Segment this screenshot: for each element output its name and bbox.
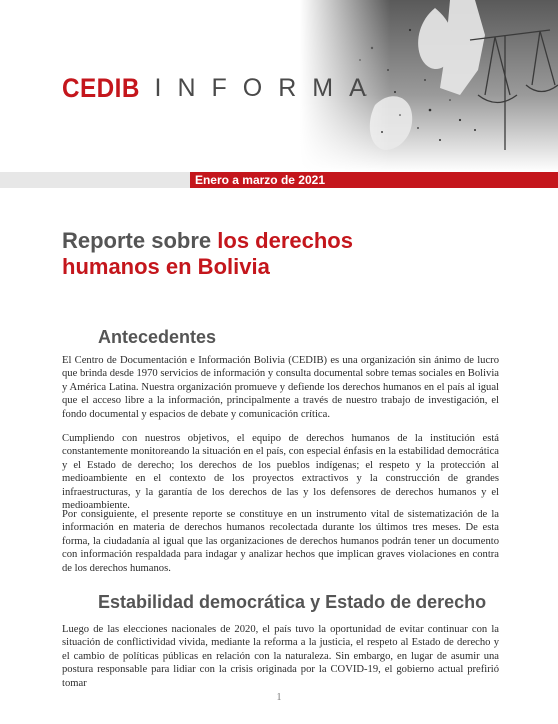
title-part1: Reporte sobre	[62, 228, 218, 253]
date-band-shade	[0, 172, 190, 188]
title-part2: los derechos	[217, 228, 353, 253]
date-band	[0, 172, 558, 188]
brand-sub: INFORMA	[154, 74, 382, 102]
page-number: 1	[276, 692, 282, 703]
antecedentes-paragraph-3: Por consiguiente, el presente reporte se constituye en un instrumento vital de sistematización de la información en materia de derechos humanos recolectada durante los últimos tres meses. De esta forma, la ciudadanía al igual que las organizaciones de derechos humanos podrán tener un documento con información respaldada para indagar y analizar hechos que implican graves violaciones en contra de los derechos humanos.	[62, 509, 499, 574]
brand-main: CEDIB	[62, 73, 140, 103]
estabilidad-paragraph-1: Luego de las elecciones nacionales de 2020, el país tuvo la oportunidad de evitar continuar con la situación de conflictividad vivida, mediante la reforma a la justicia, el respeto al Estado de derecho y el cambio de políticas públicas en relación con la naturaleza. Sin embargo, en lugar de asumir una postura responsable para lidiar con la crisis originada por la COVID-19, el gobierno actual prefirió tomar	[62, 624, 499, 689]
estabilidad-heading: Estabilidad democrática y Estado de derecho	[98, 592, 487, 612]
date-range: Enero a marzo de 2021	[194, 173, 325, 187]
title-part3: humanos en Bolivia	[62, 254, 270, 279]
brand-logo	[62, 73, 382, 104]
antecedentes-paragraph-1: El Centro de Documentación e Información Bolivia (CEDIB) es una organización sin ánimo de lucro que brinda desde 1970 servicios de información y consulta documental sobre temas sociales en Bolivia y América Latina. Nuestra organización promueve y defiende los derechos humanos en el país al igual que el acceso libre a la información, principalmente a través de nuestro trabajo de investigación, el fondo documental y espacios de debate y comunicación crítica.	[62, 355, 499, 420]
report-header	[0, 0, 558, 172]
report-title	[62, 228, 522, 280]
antecedentes-heading: Antecedentes	[98, 327, 217, 347]
antecedentes-paragraph-2: Cumpliendo con nuestros objetivos, el equipo de derechos humanos de la institución está constantemente monitoreando la situación en el país, con especial énfasis en la estabilidad democrática y el Estado de derecho; los derechos de los pueblos indígenas; el respeto y la protección al medioambiente en el contexto de los proyectos extractivos y la construcción de grandes infraestructuras, y la garantía de los derechos de las y los defensores de derechos humanos y el medioambiente.	[62, 433, 499, 512]
